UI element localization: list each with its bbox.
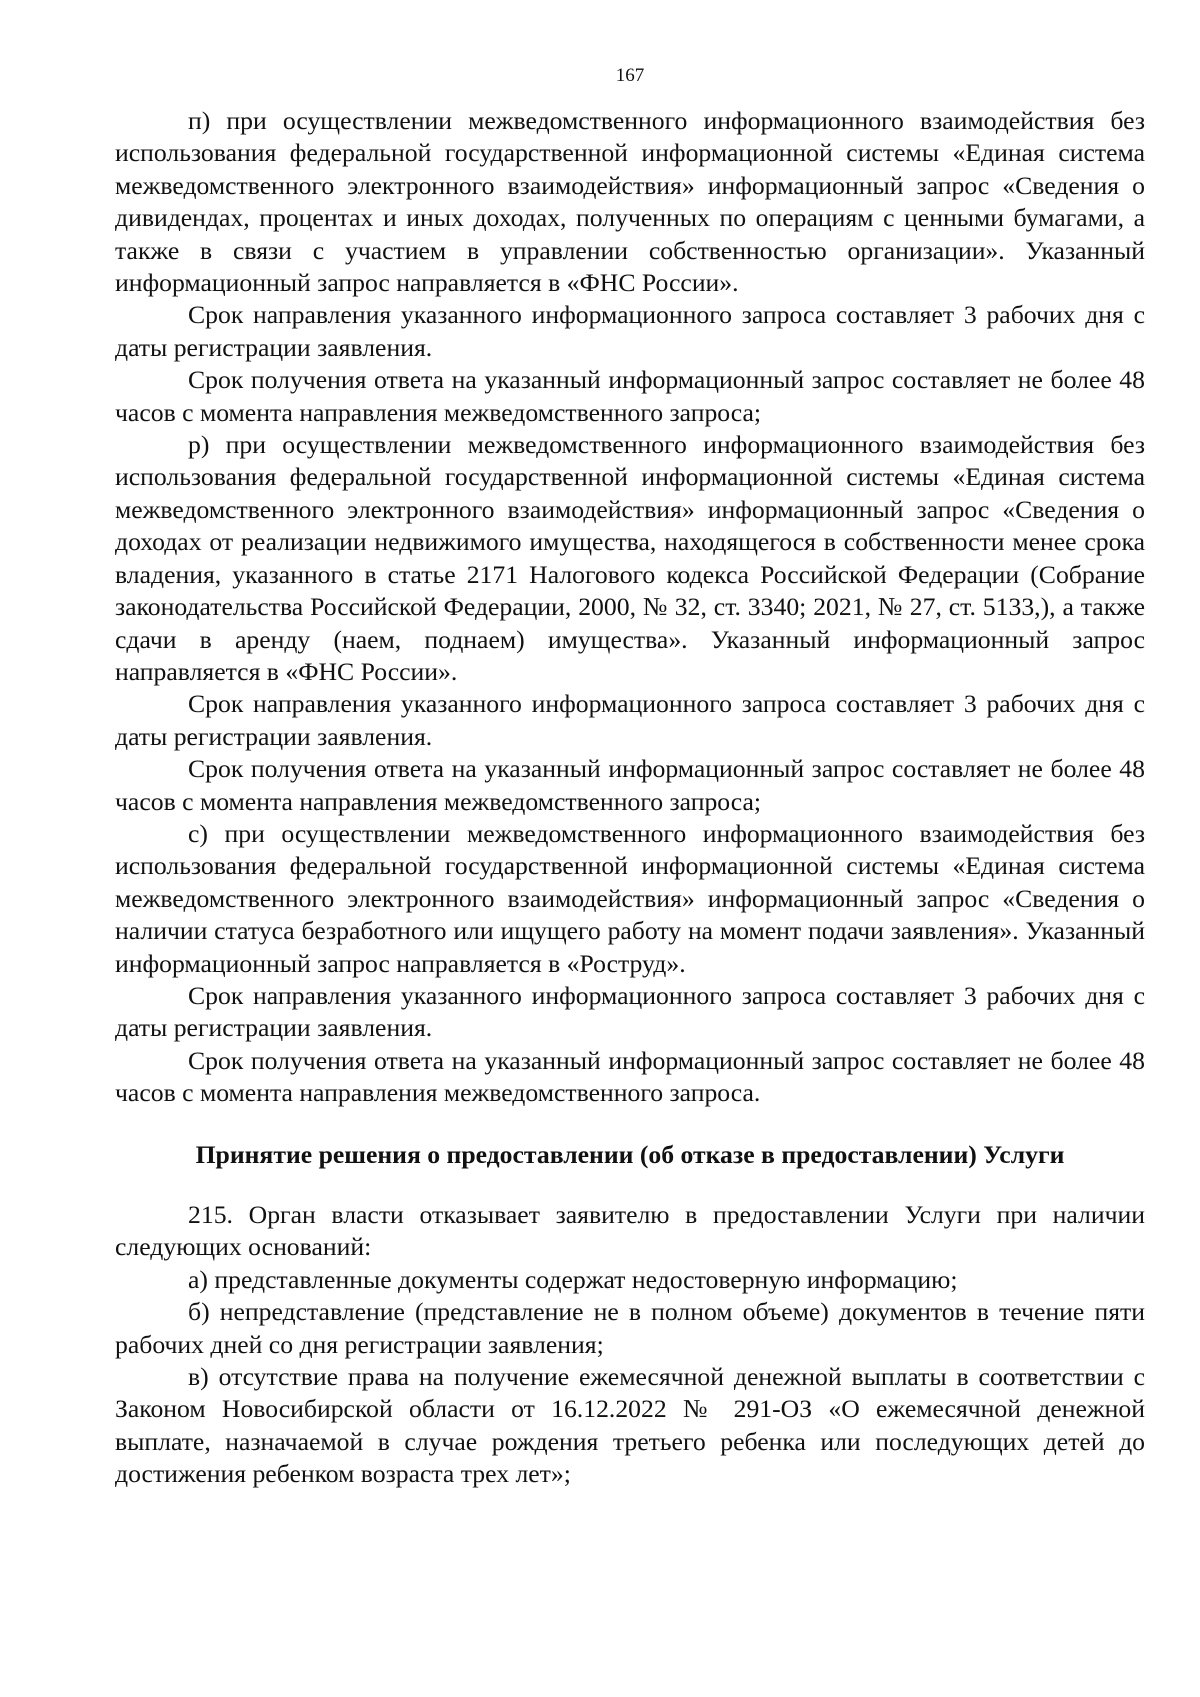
paragraph-s-request: с) при осуществлении межведомственного информационного взаимодействия без использования федеральной государственной информационной системы «Единая система межведомственного электронного взаимодействия» информационный запрос «Сведения о наличии статуса безработного или ищущего работу на момент подачи заявления». Указанный информационный запрос направляется в «Роструд». [115, 818, 1145, 978]
paragraph-r-request: р) при осуществлении межведомственного информационного взаимодействия без использования федеральной государственной информационной системы «Единая система межведомственного электронного взаимодействия» информационный запрос «Сведения о доходах от реализации недвижимого имущества, находящегося в собственности менее срока владения, указанного в статье 2171 Налогового кодекса Российской Федерации (Собрание законодательства Российской Федерации, 2000, № 32, ст. 3340; 2021, № 27, ст. 5133,), а также сдачи в аренду (наем, поднаем) имущества». Указанный информационный запрос направляется в «ФНС России». [115, 430, 1145, 686]
paragraph-215-intro: 215. Орган власти отказывает заявителю в предоставлении Услуги при наличии следующих оснований: [115, 1200, 1145, 1262]
paragraph-s-send-term: Срок направления указанного информационного запроса составляет 3 рабочих дня с даты регистрации заявления. [115, 980, 1145, 1043]
paragraph-r-send-term: Срок направления указанного информационного запроса составляет 3 рабочих дня с даты регистрации заявления. [115, 689, 1145, 751]
section-heading: Принятие решения о предоставлении (об отказе в предоставлении) Услуги [195, 1139, 1065, 1169]
paragraph-215-a: а) представленные документы содержат недостоверную информацию; [188, 1264, 958, 1294]
paragraph-p-request: п) при осуществлении межведомственного информационного взаимодействия без использования федеральной государственной информационной системы «Единая система межведомственного электронного взаимодействия» информационный запрос «Сведения о дивидендах, процентах и иных доходах, полученных по операциям с ценными бумагами, а также в связи с участием в управлении собственностью организации». Указанный информационный запрос направляется в «ФНС России». [115, 106, 1145, 298]
paragraph-215-b: б) непредставление (представление не в полном объеме) документов в течение пяти рабочих дней со дня регистрации заявления; [115, 1297, 1145, 1359]
paragraph-p-send-term: Срок направления указанного информационного запроса составляет 3 рабочих дня с даты регистрации заявления. [115, 300, 1145, 362]
paragraph-p-response-term: Срок получения ответа на указанный информационный запрос составляет не более 48 часов с момента направления межведомственного запроса; [115, 365, 1145, 427]
paragraph-215-v: в) отсутствие права на получение ежемесячной денежной выплаты в соответствии с Законом Новосибирской области от 16.12.2022 № 291-ОЗ «О ежемесячной денежной выплате, назначаемой в случае рождения третьего ребенка или последующих детей до достижения ребенком возраста трех лет»; [115, 1362, 1145, 1489]
paragraph-r-response-term: Срок получения ответа на указанный информационный запрос составляет не более 48 часов с момента направления межведомственного запроса; [115, 754, 1145, 816]
page-number: 167 [615, 65, 645, 86]
paragraph-s-response-term: Срок получения ответа на указанный информационный запрос составляет не более 48 часов с момента направления межведомственного запроса. [115, 1045, 1145, 1108]
